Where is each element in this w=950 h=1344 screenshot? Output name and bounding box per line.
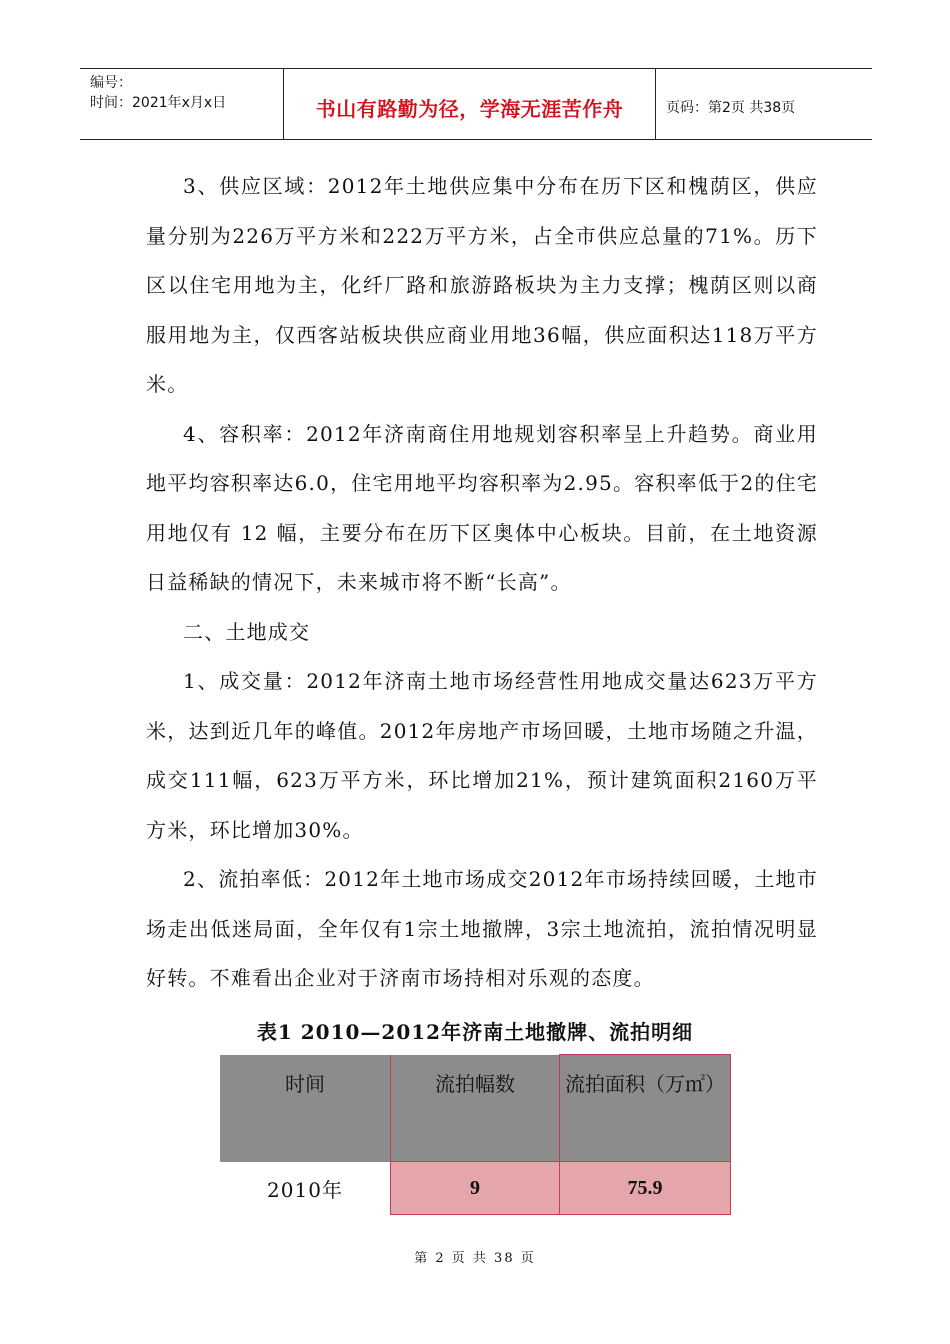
document-number-label: 编号：	[90, 75, 132, 91]
header-meta	[80, 69, 284, 139]
table-row	[220, 1162, 731, 1215]
paragraph-low-failure-rate: 2、流拍率低：2012年土地市场成交2012年市场持续回暖，土地市场走出低迷局面，全年仅有1宗土地撤牌，3宗土地流拍，流拍情况明显好转。不难看出企业对于济南市场持相对乐观的态度。	[146, 867, 818, 990]
table-header-failed-count: 流拍幅数	[391, 1055, 560, 1162]
body-text	[146, 162, 818, 1004]
paragraph-floor-area-ratio: 4、容积率：2012年济南商住用地规划容积率呈上升趋势。商业用地平均容积率达6.0，住宅用地平均容积率为2.95。容积率低于2的住宅用地仅有 12 幅，主要分布在历下区奥体中心板块。目前，在土地资源日益稀缺的情况下，未来城市将不断“长高”。	[146, 421, 818, 594]
header-page-info: 页码：第2页 共38页	[666, 100, 796, 116]
table-title: 表1 2010—2012年济南土地撤牌、流拍明细	[256, 1020, 694, 1044]
table-cell-year: 2010年	[267, 1177, 343, 1202]
table-header-failed-area: 流拍面积（万㎡）	[560, 1055, 731, 1162]
header-motto: 书山有路勤为径，学海无涯苦作舟	[284, 69, 656, 139]
table-cell-area: 75.9	[560, 1162, 731, 1215]
data-table	[220, 1054, 731, 1215]
page-footer: 第 2 页 共 38 页	[414, 1251, 536, 1266]
section-heading-land-transactions: 二、土地成交	[183, 619, 311, 644]
document-time-label: 时间：2021年x月x日	[90, 95, 227, 111]
paragraph-supply-area: 3、供应区域：2012年土地供应集中分布在历下区和槐荫区，供应量分别为226万平方米和222万平方米，占全市供应总量的71%。历下区以住宅用地为主，化纤厂路和旅游路板块为主力支撑；槐荫区则以商服用地为主，仅西客站板块供应商业用地36幅，供应面积达118万平方米。	[146, 174, 818, 396]
table-header-time: 时间	[220, 1055, 391, 1162]
table-cell-count: 9	[391, 1162, 560, 1215]
table-header-row	[220, 1055, 731, 1162]
paragraph-transaction-volume: 1、成交量：2012年济南土地市场经营性用地成交量达623万平方米，达到近几年的峰值。2012年房地产市场回暖，土地市场随之升温，成交111幅，623万平方米，环比增加21%，预计建筑面积2160万平方米，环比增加30%。	[146, 669, 818, 842]
page-header	[80, 68, 872, 140]
